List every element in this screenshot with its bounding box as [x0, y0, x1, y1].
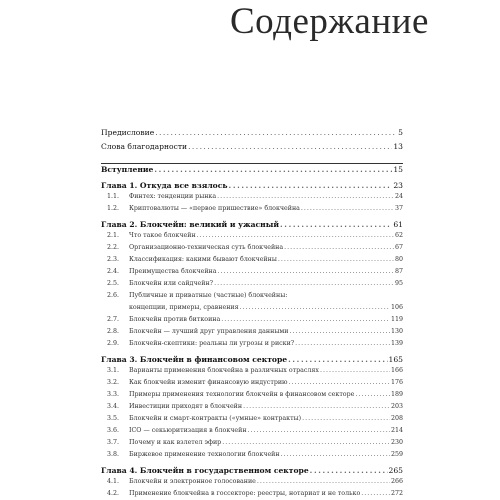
- dot-leader: [243, 403, 390, 410]
- dot-leader: [361, 490, 390, 497]
- toc-page-number: 5: [398, 128, 403, 137]
- dot-leader: [289, 379, 390, 386]
- toc-section[interactable]: [101, 451, 403, 458]
- toc-page-number: 80: [394, 256, 403, 263]
- section-title: Блокчейн против биткоина: [129, 316, 221, 323]
- toc-entry-introduction[interactable]: [101, 165, 403, 174]
- section-number: 2.1.: [107, 232, 120, 239]
- toc-section[interactable]: [101, 427, 403, 434]
- dot-leader: [217, 193, 394, 200]
- section-title: Применение блокчейна в госсекторе: реестры, нотариат и не только: [129, 490, 361, 497]
- dot-leader: [355, 391, 390, 398]
- toc-page-number: 214: [390, 427, 403, 434]
- dot-leader: [289, 328, 390, 335]
- page-title: Содержание: [230, 1, 429, 42]
- dot-leader: [222, 439, 390, 446]
- section-number: 3.4.: [107, 403, 120, 410]
- toc-page-number: 13: [393, 142, 403, 151]
- toc-page-number: 189: [390, 391, 403, 398]
- toc-section[interactable]: [101, 403, 403, 410]
- toc-page-number: 24: [394, 193, 403, 200]
- dot-leader: [155, 128, 397, 137]
- toc-page-number: 266: [390, 478, 403, 485]
- toc-page-number: 166: [390, 367, 403, 374]
- section-title: Финтех: тенденции рынка: [129, 193, 217, 200]
- divider-rule: [101, 163, 403, 164]
- toc-section[interactable]: [101, 316, 403, 323]
- toc-page-number: 208: [390, 415, 403, 422]
- section-number: 2.7.: [107, 316, 120, 323]
- toc-page-number: 62: [394, 232, 403, 239]
- toc-page-number: 15: [393, 165, 403, 174]
- toc-section[interactable]: [101, 415, 403, 422]
- toc-page-number: 106: [390, 304, 403, 311]
- dot-leader: [154, 165, 392, 174]
- toc-page-number: 130: [390, 328, 403, 335]
- dot-leader: [284, 244, 394, 251]
- section-title: Блокчейн — лучший друг управления данными: [129, 328, 289, 335]
- section-number: 2.3.: [107, 256, 120, 263]
- section-title: Криптовалюты — «первое пришествие» блокчейна: [129, 205, 300, 212]
- section-title: Классификация: какими бывают блокчейны: [129, 256, 277, 263]
- dot-leader: [310, 466, 388, 475]
- toc-page-number: 203: [390, 403, 403, 410]
- toc-entry-acknowledgements[interactable]: [101, 142, 403, 151]
- section-number: 3.8.: [107, 451, 120, 458]
- toc-chapter-3[interactable]: [101, 355, 403, 364]
- toc-section[interactable]: [101, 490, 403, 497]
- chapter-heading: Глава 1. Откуда все взялось: [101, 181, 228, 190]
- section-title: концепции, примеры, сравнения: [129, 304, 239, 311]
- section-title: Что такое блокчейн: [129, 232, 196, 239]
- section-title: Публичные и приватные (частные) блокчейны:: [129, 292, 288, 299]
- toc-section[interactable]: [101, 193, 403, 200]
- section-number: 1.2.: [107, 205, 120, 212]
- toc-entry-preface[interactable]: [101, 128, 403, 137]
- toc-page-number: 139: [390, 340, 403, 347]
- section-number: 2.6.: [107, 292, 120, 299]
- section-number: 2.5.: [107, 280, 120, 287]
- toc-page-number: 176: [390, 379, 403, 386]
- toc-page-number: 67: [394, 244, 403, 251]
- section-number: 4.1.: [107, 478, 120, 485]
- chapter-heading: Глава 4. Блокчейн в государственном секторе: [101, 466, 309, 475]
- section-title: Преимущества блокчейна: [129, 268, 217, 275]
- section-title: Блокчейн и электронное голосование: [129, 478, 256, 485]
- section-title: Блокчейн или сайдчейн?: [129, 280, 214, 287]
- section-number: 3.2.: [107, 379, 120, 386]
- section-title: Примеры применения технологии блокчейн в финансовом секторе: [129, 391, 355, 398]
- section-title: Блокчейн и смарт-контракты («умные» контракты): [129, 415, 302, 422]
- toc-section[interactable]: [101, 340, 403, 347]
- section-number: 2.2.: [107, 244, 120, 251]
- toc-page-number: 95: [394, 280, 403, 287]
- dot-leader: [281, 451, 390, 458]
- toc-chapter-2[interactable]: [101, 220, 403, 229]
- toc-section[interactable]: [101, 391, 403, 398]
- dot-leader: [197, 232, 394, 239]
- toc-section[interactable]: [101, 268, 403, 275]
- toc-section[interactable]: [101, 439, 403, 446]
- section-number: 3.1.: [107, 367, 120, 374]
- toc-section[interactable]: [101, 232, 403, 239]
- section-number: 3.7.: [107, 439, 120, 446]
- toc-section[interactable]: [101, 205, 403, 212]
- toc-page-number: 23: [393, 181, 403, 190]
- section-number: 3.3.: [107, 391, 120, 398]
- toc-entry-text: Вступление: [101, 165, 154, 174]
- dot-leader: [288, 355, 387, 364]
- toc-page-number: 259: [390, 451, 403, 458]
- section-number: 4.2.: [107, 490, 120, 497]
- dot-leader: [280, 220, 392, 229]
- section-number: 3.5.: [107, 415, 120, 422]
- section-number: 2.9.: [107, 340, 120, 347]
- section-title: Инвестиции приходят в блокчейн: [129, 403, 243, 410]
- toc-page-number: 37: [394, 205, 403, 212]
- toc-section[interactable]: [101, 379, 403, 386]
- dot-leader: [320, 367, 390, 374]
- chapter-heading: Глава 2. Блокчейн: великий и ужасный: [101, 220, 279, 229]
- chapter-heading: Глава 3. Блокчейн в финансовом секторе: [101, 355, 288, 364]
- section-title: ICO — секьюритизация в блокчейн: [129, 427, 247, 434]
- section-number: 3.6.: [107, 427, 120, 434]
- section-title: Биржевое применение технологии блокчейн: [129, 451, 280, 458]
- dot-leader: [295, 340, 390, 347]
- section-number: 2.4.: [107, 268, 120, 275]
- section-number: 2.8.: [107, 328, 120, 335]
- section-number: 1.1.: [107, 193, 120, 200]
- toc-page-number: 61: [393, 220, 403, 229]
- toc-page-number: 119: [390, 316, 403, 323]
- dot-leader: [278, 256, 394, 263]
- toc-page-number: 165: [388, 355, 403, 364]
- toc-page-number: 230: [390, 439, 403, 446]
- section-title: Блокчейн-скептики: реальны ли угрозы и риски?: [129, 340, 295, 347]
- toc-section-continuation[interactable]: [101, 304, 403, 311]
- toc-section[interactable]: [101, 280, 403, 287]
- toc-section[interactable]: [101, 478, 403, 485]
- toc-chapter-4[interactable]: [101, 466, 403, 475]
- toc-page-number: 272: [390, 490, 403, 497]
- section-title: Организационно-техническая суть блокчейна: [129, 244, 284, 251]
- section-title: Как блокчейн изменит финансовую индустрию: [129, 379, 288, 386]
- dot-leader: [229, 181, 393, 190]
- dot-leader: [257, 478, 390, 485]
- toc-entry-text: Предисловие: [101, 128, 155, 137]
- toc-section[interactable]: [101, 328, 403, 335]
- dot-leader: [302, 415, 390, 422]
- toc-entry-text: Слова благодарности: [101, 142, 188, 151]
- toc-section[interactable]: [101, 256, 403, 263]
- toc-chapter-1[interactable]: [101, 181, 403, 190]
- dot-leader: [248, 427, 390, 434]
- dot-leader: [301, 205, 394, 212]
- toc-page-number: 265: [388, 466, 403, 475]
- dot-leader: [240, 304, 390, 311]
- toc-section[interactable]: [101, 244, 403, 251]
- dot-leader: [221, 316, 390, 323]
- toc-section[interactable]: [101, 292, 403, 299]
- toc-section[interactable]: [101, 367, 403, 374]
- toc-page-number: 87: [394, 268, 403, 275]
- section-title: Варианты применения блокчейна в различных отраслях: [129, 367, 319, 374]
- dot-leader: [218, 268, 394, 275]
- section-title: Почему и как взлетел эфир: [129, 439, 222, 446]
- dot-leader: [188, 142, 392, 151]
- dot-leader: [214, 280, 394, 287]
